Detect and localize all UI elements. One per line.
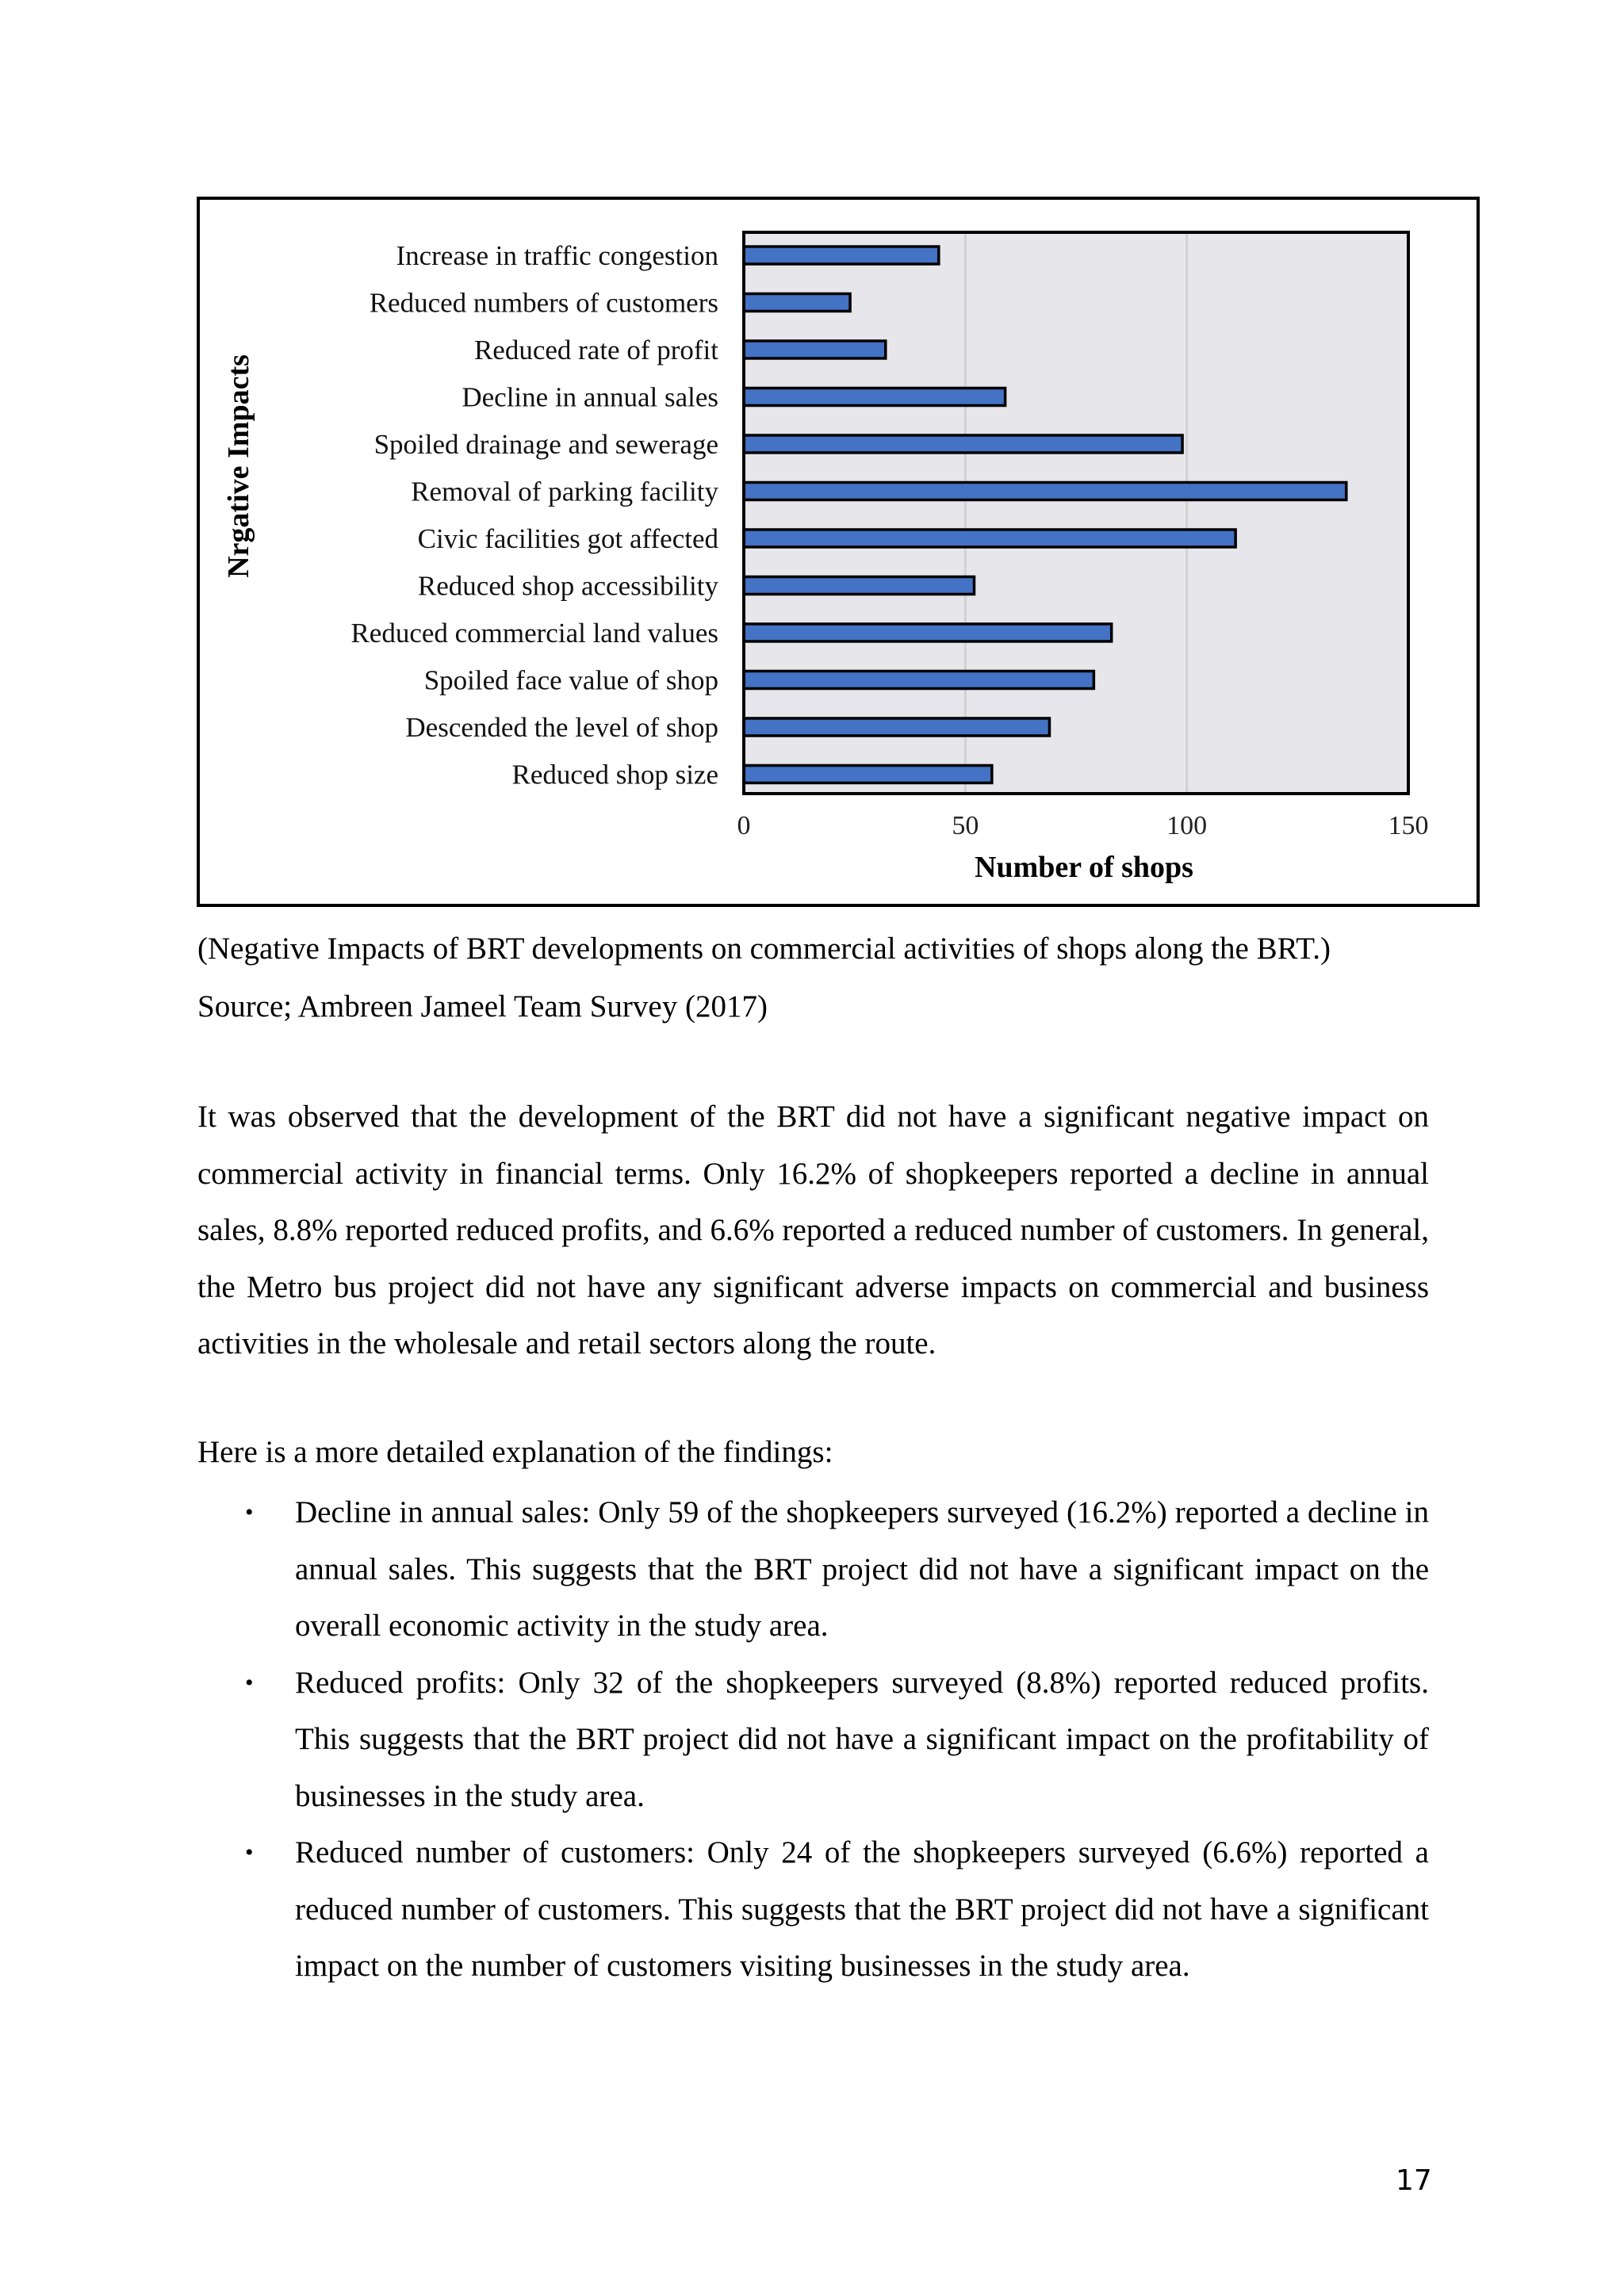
bar bbox=[744, 766, 992, 783]
category-label: Reduced rate of profit bbox=[473, 335, 718, 365]
list-item bbox=[197, 1484, 1429, 1655]
bar-chart-figure bbox=[197, 197, 1480, 907]
category-label: Decline in annual sales bbox=[462, 381, 718, 413]
list-item-text: Reduced number of customers: Only 24 of the shopkeepers surveyed (6.6%) reported a reduced number of customers. This suggests that the BRT project did not have a significant impact on the number of customers visiting businesses in the study area. bbox=[295, 1835, 1429, 1983]
bullet-icon: • bbox=[245, 1499, 254, 1525]
category-label: Spoiled drainage and sewerage bbox=[373, 429, 718, 460]
category-label: Descended the level of shop bbox=[405, 712, 718, 743]
bar bbox=[744, 435, 1182, 453]
plot-area bbox=[744, 232, 1408, 794]
list-item-text: Reduced profits: Only 32 of the shopkeepers surveyed (8.8%) reported reduced profits. This suggests that the BRT project did not have a significant impact on the profitability of businesses in the study area. bbox=[295, 1665, 1429, 1813]
category-label: Reduced commercial land values bbox=[350, 618, 718, 649]
bar bbox=[744, 341, 886, 358]
x-tick-label: 0 bbox=[737, 811, 751, 840]
x-tick-label: 50 bbox=[952, 811, 979, 840]
category-label: Reduced shop size bbox=[511, 759, 718, 790]
bar bbox=[744, 718, 1049, 736]
category-label: Reduced numbers of customers bbox=[369, 287, 718, 319]
bar-chart bbox=[197, 197, 1480, 907]
y-axis-label: Nrgative Impacts bbox=[222, 354, 255, 578]
bar bbox=[744, 577, 975, 595]
bar bbox=[744, 530, 1235, 547]
category-label: Removal of parking facility bbox=[411, 476, 718, 507]
page-number: 17 bbox=[1396, 2164, 1432, 2197]
list-item-text: Decline in annual sales: Only 59 of the shopkeepers surveyed (16.2%) reported a decline in annual sales. This suggests that the BRT project did not have a significant impact on the overall economic activity in the study area. bbox=[295, 1495, 1429, 1643]
bar bbox=[744, 672, 1094, 689]
category-label: Increase in traffic congestion bbox=[396, 240, 718, 271]
body-paragraph: It was observed that the development of the BRT did not have a significant negative impact on commercial activity in financial terms. Only 16.2% of shopkeepers reported a decline in annual sales, 8.8% reported reduced profits, and 6.6% reported a reduced number of customers. In general, the Metro bus project did not have any significant adverse impacts on commercial and business activities in the wholesale and retail sectors along the route. bbox=[197, 1100, 1429, 1360]
bar bbox=[744, 483, 1346, 500]
bar bbox=[744, 388, 1005, 406]
bar bbox=[744, 247, 939, 264]
bar bbox=[744, 624, 1112, 641]
category-label: Spoiled face value of shop bbox=[423, 664, 718, 696]
figure-source: Source; Ambreen Jameel Team Survey (2017) bbox=[197, 989, 768, 1024]
findings-list bbox=[197, 1484, 1429, 1995]
bar bbox=[744, 294, 850, 312]
x-tick-label: 150 bbox=[1388, 811, 1429, 840]
category-label: Reduced shop accessibility bbox=[417, 570, 718, 602]
list-item bbox=[197, 1824, 1429, 1995]
figure-caption: (Negative Impacts of BRT developments on commercial activities of shops along the BRT.) bbox=[197, 932, 1331, 966]
x-axis-label: Number of shops bbox=[975, 851, 1193, 884]
list-item bbox=[197, 1655, 1429, 1825]
category-label: Civic facilities got affected bbox=[417, 523, 718, 554]
bullet-icon: • bbox=[245, 1669, 254, 1696]
x-tick-label: 100 bbox=[1166, 811, 1208, 840]
bullet-icon: • bbox=[245, 1839, 254, 1866]
findings-intro: Here is a more detailed explanation of the findings: bbox=[197, 1435, 833, 1469]
